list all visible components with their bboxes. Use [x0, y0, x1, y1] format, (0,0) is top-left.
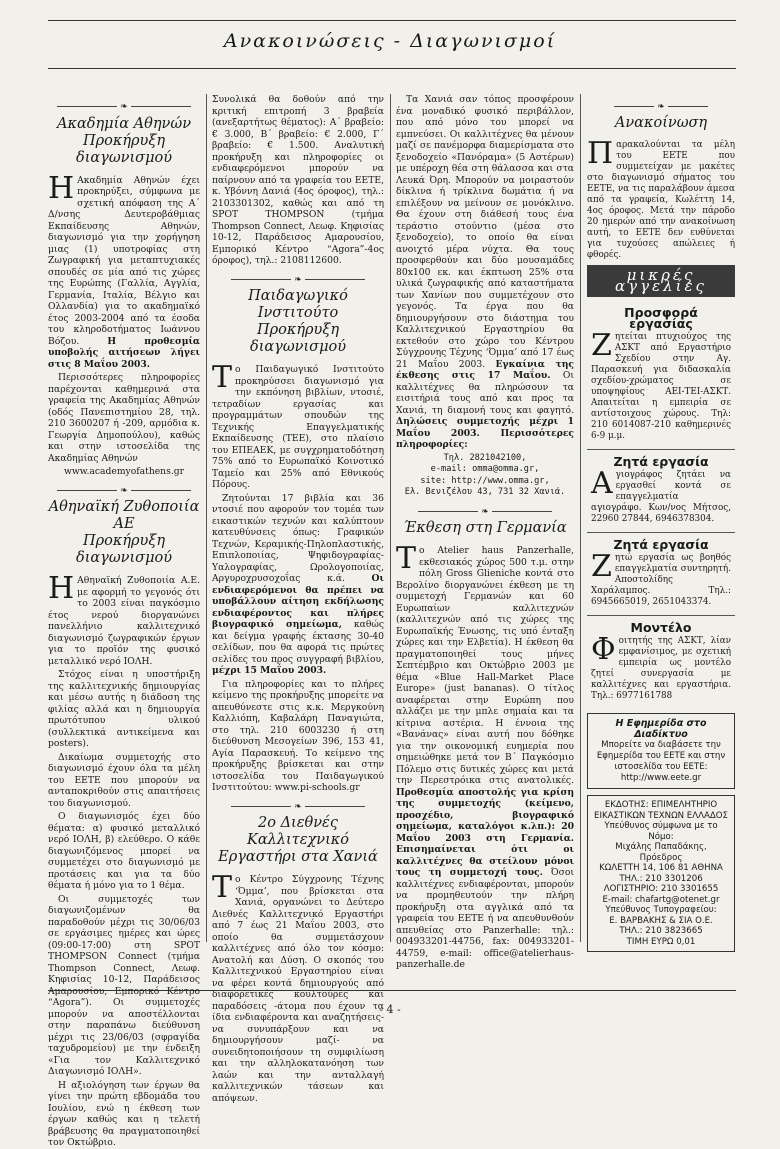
ornament: ❧	[587, 102, 735, 113]
colophon-line: ΛΟΓΙΣΤΗΡΙΟ: 210 3301655	[603, 884, 719, 894]
classified-ad-seek-2	[587, 533, 735, 616]
colophon-line: ΕΚΔΟΤΗΣ: ΕΠΙΜΕΛΗΤΗΡΙΟ	[604, 800, 718, 810]
colophon-line: Υπεύθυνος Τυπογραφείου:	[605, 905, 717, 915]
column-divider	[580, 94, 581, 942]
classified-ad-text: Ζητείται πτυχιούχος της ΑΣΚΤ από Εργαστήριο Σχεδίου στην Αγ. Παρασκευή για διδασκαλία σχεδίου-χρώματος σε υποψηφίους ΑΕΙ-ΤΕΙ-ΑΣΚΤ. Απαιτείται η εμπειρία σε αντίστοιχους χώρους. Τηλ: 210 6014087-210 καθημερινές 6-9 μ.μ.	[591, 328, 731, 441]
zythopoiia-paragraph-2: Στόχος είναι η υποστήριξη της καλλιτεχνικής δημιουργίας και μέσω αυτής η διάδοση της φιλίας αλλά και η δημιουργία πρωτότυπου υλικού (συλλεκτικά αντικείμενα και posters).	[48, 669, 200, 749]
workshop-address: Ελ. Βενιζέλου 43, 731 32 Χανιά.	[404, 487, 566, 497]
ornament: ❧	[396, 507, 574, 519]
column-3	[396, 94, 575, 970]
internet-text[interactable]: Μπορείτε να διαβάσετε την Εφημερίδα του ΕΕΤΕ και στην ιστοσελίδα του ΕΕΤΕ: http://www.eete.gr	[596, 740, 726, 783]
internet-box	[587, 713, 735, 789]
internet-title: Η Εφημερίδα στο Διαδίκτυο	[615, 718, 707, 740]
germany-title: Έκθεση στη Γερμανία	[403, 520, 567, 536]
zythopoiia-paragraph-6: Η αξιολόγηση των έργων θα γίνει την πρώτη εβδομάδα του Ιουλίου, ενώ η έκθεση των έργων καθώς και η τελετή βράβευσης θα πραγματοποιηθεί τον Οκτώβριο.	[48, 1079, 200, 1148]
colophon-line: Ε. ΒΑΡΒΑΚΗΣ & ΣΙΑ Ο.Ε.	[609, 915, 713, 926]
page-number: - 4 -	[379, 1003, 401, 1016]
workshop-phone: Τηλ. 2821042100,	[443, 452, 527, 463]
academy-paragraph-2: Περισσότερες πληροφορίες παρέχονται καθημερινά στα γραφεία της Ακαδημίας Αθηνών (οδός Πανεπιστημίου 28, τηλ. 210 3600207 ή -209, αρμόδια κ. Γεωργία Δημοπούλου), καθώς και στην ιστοσελίδα της Ακαδημίας Αθηνών	[48, 372, 200, 464]
column-divider	[206, 94, 207, 942]
colophon-line: ΤΙΜΗ ΕΥΡΩ 0,01	[626, 936, 696, 947]
top-rule	[48, 20, 736, 21]
colophon-line: ΤΗΛ.: 210 3823665	[619, 926, 703, 936]
bottom-rule	[48, 990, 736, 991]
colophon-line[interactable]: E-mail: chafartg@otenet.gr	[602, 894, 720, 905]
classified-ad-title: Ζητά εργασία	[613, 454, 709, 469]
column-divider	[390, 94, 391, 942]
colophon-line: ΤΗΛ.: 210 3301206	[619, 873, 703, 884]
pedagogic-paragraph-3: Για πληροφορίες και το πλήρες κείμενο της προκήρυξης μπορείτε να απευθύνεστε στις κ.κ. Μεργκούνη Καλλιόπη, Καβαλάρη Παναγιώτα, στο τηλ. 210 6003230 ή στη διεύθυνση Μεσογείων 396, 153 41, Αγία Παρασκευή. Το κείμενο της προκήρυξης βρίσκεται και στην ιστοσελίδα του Παιδαγωγικού Ινστιτούτου: www.pi-schools.gr	[212, 678, 384, 793]
classified-ad-title: Μοντέλο	[630, 620, 692, 635]
workshop-contact	[396, 453, 574, 499]
ornament: ❧	[212, 802, 384, 814]
colophon-line: ΕΙΚΑΣΤΙΚΩΝ ΤΕΧΝΩΝ ΕΛΛΑΔΟΣ	[594, 810, 728, 821]
pedagogic-paragraph-1: Το Παιδαγωγικό Ινστιτούτο προκηρύσσει διαγωνισμό για την εκπόνηση βιβλίων, ντοσιέ, τετραδίων εργασίας και προγραμμάτων σπουδών της Τεχνικής Επαγγελματικής Εκπαίδευσης (ΤΕΕ), στο πλαίσιο του ΕΠΕΑΕΚ, με συγχρηματοδότηση 75% από το Ευρωπαϊκό Κοινοτικό Ταμείο και 25% από Εθνικούς Πόρους.	[212, 360, 384, 490]
ornament: ❧	[212, 275, 384, 287]
classified-ad-seek-1	[587, 450, 735, 533]
announce-title: Ανακοίνωση	[614, 115, 708, 131]
classified-ad-text: Ζητώ εργασία ως βοηθός επαγγελματία συντηρητή. Αποστολίδης Χαράλαμπος. Τηλ.: 6945665019, 2651043374.	[591, 549, 731, 607]
zythopoiia-paragraph-3: Δικαίωμα συμμετοχής στο διαγωνισμό έχουν όλα τα μέλη του ΕΕΤΕ που μπορούν να ανταποκριθούν στις απαιτήσεις του διαγωνισμού.	[48, 751, 200, 809]
classified-ad-title: Προσφορά εργασίας	[624, 305, 698, 331]
pedagogic-paragraph-2: Ζητούνται 17 βιβλία και 36 ντοσιέ που αφορούν τον τομέα των εικαστικών τεχνών και καλύπτουν κατευθύνσεις όπως: Γραφικών Τεχνών, Κεραμικής-Πηλοπλαστικής, Επιπλοποιίας, Ψηφιδογραφίας-Υαλογραφίας, Ωρολογοποιίας, Αργυροχρυσοχοΐας κ.ά. Οι ενδιαφερόμενοι θα πρέπει να υποβάλλουν αίτηση εκδήλωσης ενδιαφέροντος και πλήρες βιογραφικό σημείωμα, καθώς και δείγμα γραφής έκτασης 30-40 σελίδων, που θα αφορά τις πρώτες σελίδες του προς συγγραφή βιβλίου, μέχρι 15 Μαΐου 2003.	[212, 492, 385, 676]
workshop-paragraph-1: Το Κέντρο Σύγχρονης Τέχνης ‘Όμμα’, που βρίσκεται στα Χανιά, οργανώνει το Δεύτερο Διεθνές Καλλιτεχνικό Εργαστήρι από 7 έως 21 Μαΐου 2003, στο οποίο θα συμμετάσχουν καλλιτέχνες από όλο τον κόσμο: Ανατολή και Δύση. Ο σκοπός του Καλλιτεχνικού Εργαστηρίου είναι να φέρει κοντά δημιουργούς από διαφορετικές κουλτούρες και παραδόσεις -άτομα που έχουν τα ίδια ενδιαφέροντα και αναζητήσεις- να συνυπάρξουν και να δημιουργήσουν μαζί- να συνειδητοποιήσουν τη συμφιλίωση και την αλληλοκατανόηση των λαών και την ανταλλαγή καλλιτεχνικών τάσεων και απόψεων.	[212, 870, 384, 1104]
workshop-email[interactable]: e-mail: omma@omma.gr,	[430, 464, 540, 474]
header-underline	[48, 68, 736, 69]
column-4	[587, 94, 735, 947]
classified-ad-text: Αγιογράφος ζητάει να εργασθεί κοντά σε επαγγελματία αγιογράφο. Κων/νος Μήτσος, 22960 27844, 6946378304.	[591, 466, 731, 524]
section-header: Ανακοινώσεις - Διαγωνισμοί	[223, 30, 557, 52]
classified-ad-text: Φοιτητής της ΑΣΚΤ, λίαν εμφανίσιμος, με σχετική εμπειρία ως μοντέλο ζητεί συνεργασία με καλλιτέχνες και εργαστήρια. Τηλ.: 6977161788	[591, 632, 731, 701]
workshop-site[interactable]: site: http://www.omma.gr,	[420, 475, 550, 486]
classified-ad-title: Ζητά εργασία	[613, 537, 709, 552]
classified-ad-offer	[587, 301, 735, 450]
zythopoiia-continued: Συνολικά θα δοθούν από την κριτική επιτροπή 3 βραβεία (ανεξαρτήτως θέματος): Α΄ βραβείο: € 3.000, Β΄ βραβείο: € 2.000, Γ΄ βραβείο: € 1.500. Αναλυτική προκήρυξη και πληροφορίες οι ενδιαφερόμενοι μπορούν να παίρνουν από τα γραφεία του ΕΕΤΕ, κ. Υβόννη Δανιά (4ος όροφος), τηλ.: 2103301302, καθώς και από τη SPOT THOMPSON (τμήμα Thompson Connect, Λεωφ. Κηφισίας 10-12, Παράδεισος Αμαρουσίου, Εμπορικό Κέντρο “Agora”-4ος όροφος), τηλ.: 2108112600.	[212, 94, 384, 266]
colophon-line: Υπεύθυνος σύμφωνα με το Νόμο:	[604, 821, 718, 842]
column-2	[212, 94, 385, 1104]
colophon-box	[587, 795, 735, 952]
zythopoiia-title: Αθηναϊκή Ζυθοποιία ΑΕ Προκήρυξη διαγωνισμού	[48, 499, 200, 566]
workshop-title: 2ο Διεθνές Καλλιτεχνικό Εργαστήρι στα Χανιά	[218, 815, 378, 865]
zythopoiia-paragraph-5: Οι συμμετοχές των διαγωνιζομένων θα παραδοθούν μέχρι τις 30/06/03 σε εργάσιμες ημέρες και ώρες (09:00-17:00) στη SPOT THOMPSON Connect (τμήμα Thompson Connect, Λεωφ. Κηφισίας 10-12, Παράδεισος Αμαρουσίου, Εμπορικό Κέντρο “Agora”). Οι συμμετοχές μπορούν να αποστέλλονται στην παραπάνω διεύθυνση μέχρι τις 23/06/03 (σφραγίδα ταχυδρομείου) με την ένδειξη «Για τον Καλλιτεχνικό Διαγωνισμό ΙΟΛΗ».	[48, 893, 200, 1077]
ornament: ❧	[48, 102, 200, 114]
column-1	[48, 94, 200, 1148]
germany-paragraph-1: Το Atelier haus Panzerhalle, εκθεσιακός χώρος 500 τ.μ. στην πόλη Gross Glieniche κοντά στο Βερολίνο διοργανώνει έκθεση με τη συμμετοχή Γερμανών και 60 Ευρωπαίων καλλιτεχνών (καλλιτεχνών από τις χώρες της Ευρωπαϊκής Ένωσης, τις υπό ένταξη χώρες και την Ελβετία). Η έκθεση θα πραγματοποιηθεί τους μήνες Σεπτέμβριο και Οκτώβριο 2003 με θέμα «Blue Hall-Market Place Europe» (just bananas). Ο τίτλος αναφέρεται στην Ευρώπη που αλλάζει με την μπλε σημαία και τα κίτρινα αστέρια. Η έννοια της «Βανάνας» είναι αυτή που δόθηκε για την οικονομική ευημερία που σημειώθηκε μετά τον Β΄ Παγκόσμιο Πόλεμο στις δυτικές χώρες και μετά την Περεστρόικα στις ανατολικές. Προθεσμία αποστολής για κρίση της συμμετοχής (κείμενο, προσχέδιο, βιογραφικό σημείωμα, καταλόγοι κ.λπ.): 20 Μαΐου 2003 στη Γερμανία. Επισημαίνεται ότι οι καλλιτέχνες θα στείλουν μόνοι τους τη συμμετοχή τους. Όσοι καλλιτέχνες ενδιαφέρονται, μπορούν να προμηθευτούν την πλήρη προκήρυξη στα αγγλικά από τα γραφεία του ΕΕΤΕ ή να απευθυνθούν απευθείας στο Panzerhalle: τηλ.: 004933201-44756, fax: 004933201-44759, e-mail: office@atelierhaus-panzerhalle.de	[396, 541, 574, 970]
colophon-line: ΚΩΛΕΤΤΗ 14, 106 81 ΑΘΗΝΑ	[599, 863, 723, 873]
classified-ad-model	[587, 616, 735, 709]
colophon-line: Μιχάλης Παπαδάκης, Πρόεδρος	[615, 842, 707, 863]
academy-paragraph-1: Η Ακαδημία Αθηνών έχει προκηρύξει, σύμφωνα με σχετική απόφαση της Α΄ Δ/νσης Δευτεροβάθμιας Εκπαίδευσης Αθηνών, διαγωνισμό για την χορήγηση μιας (1) υποτροφίας στη Ζωγραφική για μεταπτυχιακές σπουδές σε μία από τις χώρες της Ευρώπης (Γαλλία, Αγγλία, Γερμανία, Ιταλία, Βέλγιο και Ολλανδία) για το ακαδημαϊκό έτος 2003-2004 από τα έσοδα του κληροδοτήματος Ιωάννου Βόζου. Η προθεσμία υποβολής αιτήσεων λήγει στις 8 Μαΐου 2003.	[48, 170, 200, 370]
academy-url: www.academyofathens.gr	[63, 466, 185, 477]
classifieds-banner: μικρές αγγελίες	[587, 265, 735, 297]
academy-title: Ακαδημία Αθηνών Προκήρυξη διαγωνισμού	[56, 115, 192, 166]
ornament: ❧	[48, 486, 200, 498]
pedagogic-title: Παιδαγωγικό Ινστιτούτο Προκήρυξη διαγωνισμού	[248, 288, 348, 355]
announce-paragraph: Παρακαλούνται τα μέλη του ΕΕΤΕ που συμμετείχαν με μακέτες στο διαγωνισμό σήματος του ΕΕΤΕ, να τις παραλάβουν άμεσα από τα γραφεία, Κωλέττη 14, 4ος όροφος. Μετά την πάροδο 20 ημερών από την ανακοίνωση αυτή, το ΕΕΤΕ δεν ευθύνεται για τυχούσες απώλειες ή φθορές.	[587, 136, 735, 260]
zythopoiia-paragraph-1: Η Αθηναϊκή Ζυθοποιία Α.Ε. με αφορμή το γεγονός ότι το 2003 είναι παγκόσμιο έτος νερού διοργανώνει πανελλήνιο καλλιτεχνικό διαγωνισμό ζωγραφικών έργων για το προϊόν της φυσικό μεταλλικό νερό ΙΟΛΗ.	[48, 571, 200, 667]
workshop-paragraph-2: Τα Χανιά σαν τόπος προσφέρουν ένα μοναδικό φυσικό περιβάλλον, που από μόνο του μπορεί να εμπνεύσει. Οι καλλιτέχνες θα μένουν μαζί σε πανέμορφα διαμερίσματα στο ξενοδοχείο «Πανόραμα» (5 Αστέρων) με υπέροχη θέα στη θάλασσα και στα Λευκά Όρη. Μπορούν να μοιραστούν δίκλινα ή τρίκλινα δωμάτια ή να επιλέξουν να μείνουν σε μονόκλινο. Θα έχουν στη διάθεσή τους ένα τεράστιο στούντιο (μέσα στο ξενοδοχείο), το οποίο θα είναι ανοιχτό μέρα νύχτα. Θα τους προσφερθούν και δύο μουσαμάδες 80x100 εκ. και έκπτωση 25% στα υλικά ζωγραφικής από καταστήματα των Χανίων που συμμετέχουν στο γεγονός. Τα έργα που θα δημιουργήσουν στο διάστημα του Καλλιτεχνικού Εργαστηρίου θα εκτεθούν στο χώρο του Κέντρου Σύγχρονης Τέχνης ‘Όμμα’ από 17 έως 21 Μαΐου 2003. Εγκαίνια της έκθεσης στις 17 Μαΐου. Οι καλλιτέχνες θα πληρώσουν τα εισιτήριά τους από και προς τα Χανιά, τη διαμονή τους και φαγητό. Δηλώσεις συμμετοχής μέχρι 1 Μαΐου 2003. Περισσότερες πληροφορίες:	[396, 94, 575, 450]
zythopoiia-paragraph-4: Ο διαγωνισμός έχει δύο θέματα: α) φυσικό μεταλλικό νερό ΙΟΛΗ, β) ελεύθερο. Ο κάθε διαγωνιζόμενος μπορεί να συμμετέχει στο διαγωνισμό με προτάσεις και για τα δύο θέματα ή μόνο για το 1 θέμα.	[48, 811, 200, 891]
